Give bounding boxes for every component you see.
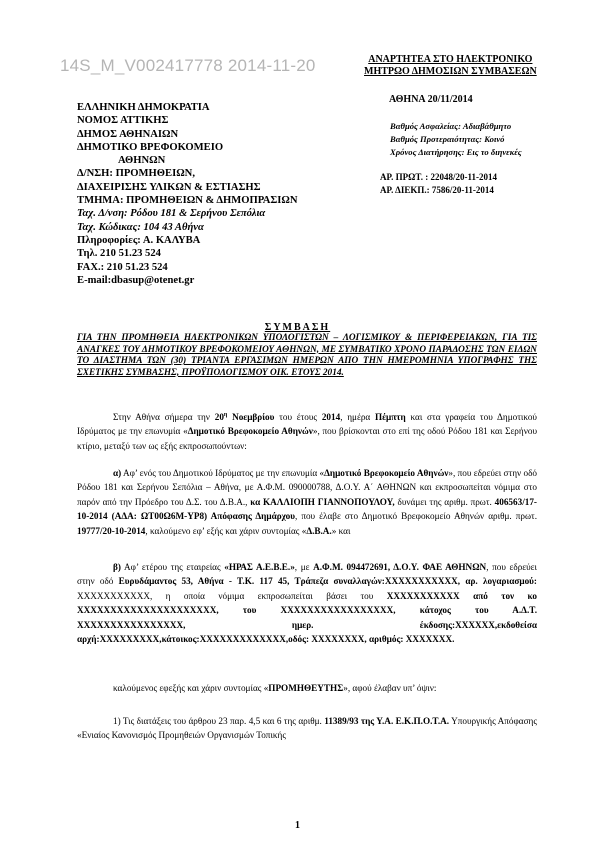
dispatch-number: ΑΡ. ΔΙΕΚΠ.: 7586/20-11-2014 xyxy=(380,185,494,195)
document-date: ΑΘΗΝΑ 20/11/2014 xyxy=(389,94,473,105)
page-number: 1 xyxy=(295,820,300,831)
protocol-block xyxy=(380,171,497,197)
header-line: ΤΜΗΜΑ: ΠΡΟΜΗΘΕΙΩΝ & ΔΗΜΟΠΡΑΣΙΩΝ xyxy=(77,195,298,207)
contract-subject: ΓΙΑ ΤΗΝ ΠΡΟΜΗΘΕΙΑ ΗΛΕΚΤΡΟΝΙΚΩΝ ΥΠΟΛΟΓΙΣΤΩΝ – ΛΟΓΙΣΜΙΚΟΥ & ΠΕΡΙΦΕΡΕΙΑΚΩΝ, ΓΙΑ ΤΙΣ ΑΝΑΓΚΕΣ ΤΟΥ ΔΗΜΟΤΙΚΟΥ ΒΡΕΦΟΚΟΜΕΙΟΥ ΑΘΗΝΩΝ, ΜΕ ΣΥΜΒΑΤΙΚΟ ΧΡΟΝΟ ΠΑΡΑΔΟΣΗΣ ΤΩΝ ΕΙΔΩΝ ΤΟ ΔΙΑΣΤΗΜΑ ΤΩΝ (30) ΤΡΙΑΝΤΑ ΕΡΓΑΣΙΜΩΝ ΗΜΕΡΩΝ ΑΠΟ ΤΗΝ ΗΜΕΡΟΜΗΝΙΑ ΥΠΟΓΡΑΦΗΣ ΤΗΣ ΣΧΕΤΙΚΗΣ ΣΥΜΒΑΣΗΣ, ΠΡΟΫΠΟΛΟΓΙΣΜΟΥ ΟΙΚ. ΕΤΟΥΣ 2014. xyxy=(77,333,537,378)
header-line: ΕΛΛΗΝΙΚΗ ΔΗΜΟΚΡΑΤΙΑ xyxy=(77,102,210,113)
address-line: Ταχ. Κώδικας: 104 43 Αθήνα xyxy=(77,221,204,233)
intro-paragraph: Στην Αθήνα σήμερα την $20^\eta$ Νοεμβρίου του έτους 2014, ημέρα Πέμπτη και στα γραφεία του Δημοτικού Ιδρύματος με την επωνυμία «Δημοτικό Βρεφοκομείο Αθηνών», που βρίσκονται στο επί της οδού Ρόδου 181 και Σερήνου κτίριο, μεταξύ των ως εξής εκπροσωπούντων: xyxy=(77,412,537,451)
classification-block xyxy=(390,120,522,159)
clause-1-paragraph: 1) Τις διατάξεις του άρθρου 23 παρ. 4,5 και 6 της αριθμ. 11389/93 της Υ.Α. Ε.Κ.Π.Ο.Τ.Α. Υπουργικής Απόφασης «Ενιαίος Κανονισμός Προμηθειών Οργανισμών Τοπικής xyxy=(77,716,537,741)
header-line: Δ/ΝΣΗ: ΠΡΟΜΗΘΕΙΩΝ, xyxy=(77,168,195,180)
party-a-paragraph: α) Αφ’ ενός του Δημοτικού Ιδρύματος με την επωνυμία «Δημοτικό Βρεφοκομείο Αθηνών», που εδρεύει στην οδό Ρόδου 181 και Σερήνου Σεπόλια – Αθήνα, με Α.Φ.Μ. 090000788, Δ.Ο.Υ. Α΄ ΑΘΗΝΩΝ και εκπροσωπείται νόμιμα στο παρόν από την Πρόεδρο του Δ.Σ. του Δ.Β.Α., κα ΚΑΛΛΙΟΠΗ ΓΙΑΝΝΟΠΟΥΛΟΥ, δυνάμει της αριθμ. πρωτ. 406563/17-10-2014 (ΑΔΑ: ΩΤ00Ω6Μ-ΥΡ8) Απόφασης Δημάρχου, που έλαβε στο Δημοτικό Βρεφοκομείο Αθηνών αριθμ. πρωτ. 19777/20-10-2014, καλούμενο εφ’ εξής και χάριν συντομίας «Δ.Β.Α.» και xyxy=(77,468,538,536)
security-level: Βαθμός Ασφαλείας: Αδιαβάθμητο xyxy=(390,121,512,131)
priority-level: Βαθμός Προτεραιότητας: Κοινό xyxy=(390,134,505,144)
issuer-header xyxy=(77,101,298,287)
header-line: ΔΙΑΧΕΙΡΙΣΗΣ ΥΛΙΚΩΝ & ΕΣΤΙΑΣΗΣ xyxy=(77,181,261,193)
document-title: ΣΥΜΒΑΣΗ xyxy=(264,322,331,333)
contact-line: Πληροφορίες: Α. ΚΑΛΥΒΑ xyxy=(77,234,201,246)
contact-line: E-mail:dbasup@otenet.gr xyxy=(77,274,195,286)
supplier-paragraph: καλούμενος εφεξής και χάριν συντομίας «ΠΡΟΜΗΘΕΥΤΗΣ», αφού έλαβαν υπ’ όψιν: xyxy=(113,683,437,693)
posting-note-line: ΜΗΤΡΩΟ ΔΗΜΟΣΙΩΝ ΣΥΜΒΑΣΕΩΝ xyxy=(364,66,537,77)
registry-watermark: 14S_M_V002417778 2014-11-20 xyxy=(60,56,316,75)
party-b-paragraph: β) Αφ’ ετέρου της εταιρείας «ΗΡΑΣ Α.Ε.Β.Ε.», με Α.Φ.Μ. 094472691, Δ.Ο.Υ. ΦΑΕ ΑΘΗΝΩΝ, που εδρεύει στην οδό Ευρυδάμαντος 53, Αθήνα - Τ.Κ. 117 45, Τράπεζα συναλλαγών:XXXXXXXXXXX, αρ. λογαριασμού: XXXXXXXXXXX, η οποία νόμιμα εκπροσωπείται βάσει του XXXXXXXXXXX από τον κο XXXXXXXXXXXXXXXXXXXXX, του XXXXXXXXXXXXXXXXX, κάτοχος του Α.Δ.Τ. XXXXXXXXXXXXXXXX, ημερ. έκδοσης:XXXXXX,εκδοθείσα αρχή:XXXXXXXXX,κάτοικος:XXXXXXXXXXXXX,οδός: XXXXXXXX, αριθμός: XXXXXXX. xyxy=(77,562,538,645)
posting-note-line: ΑΝΑΡΤΗΤΕΑ ΣΤΟ ΗΛΕΚΤΡΟΝΙΚΟ xyxy=(368,54,533,65)
protocol-number: ΑΡ. ΠΡΩΤ. : 22048/20-11-2014 xyxy=(380,172,497,182)
posting-note xyxy=(364,54,537,78)
contact-line: FAX.: 210 51.23 524 xyxy=(77,261,168,273)
retention-period: Χρόνος Διατήρησης: Εις το διηνεκές xyxy=(390,147,522,157)
header-line: ΝΟΜΟΣ ΑΤΤΙΚΗΣ xyxy=(77,115,169,127)
header-line: ΑΘΗΝΩΝ xyxy=(118,155,166,167)
address-line: Ταχ. Δ/νση: Ρόδου 181 & Σερήνου Σεπόλια xyxy=(77,208,266,220)
header-line: ΔΗΜΟΤΙΚΟ ΒΡΕΦΟΚΟΜΕΙΟ xyxy=(77,141,224,153)
contact-line: Τηλ. 210 51.23 524 xyxy=(77,248,161,260)
header-line: ΔΗΜΟΣ ΑΘΗΝΑΙΩΝ xyxy=(77,128,179,140)
